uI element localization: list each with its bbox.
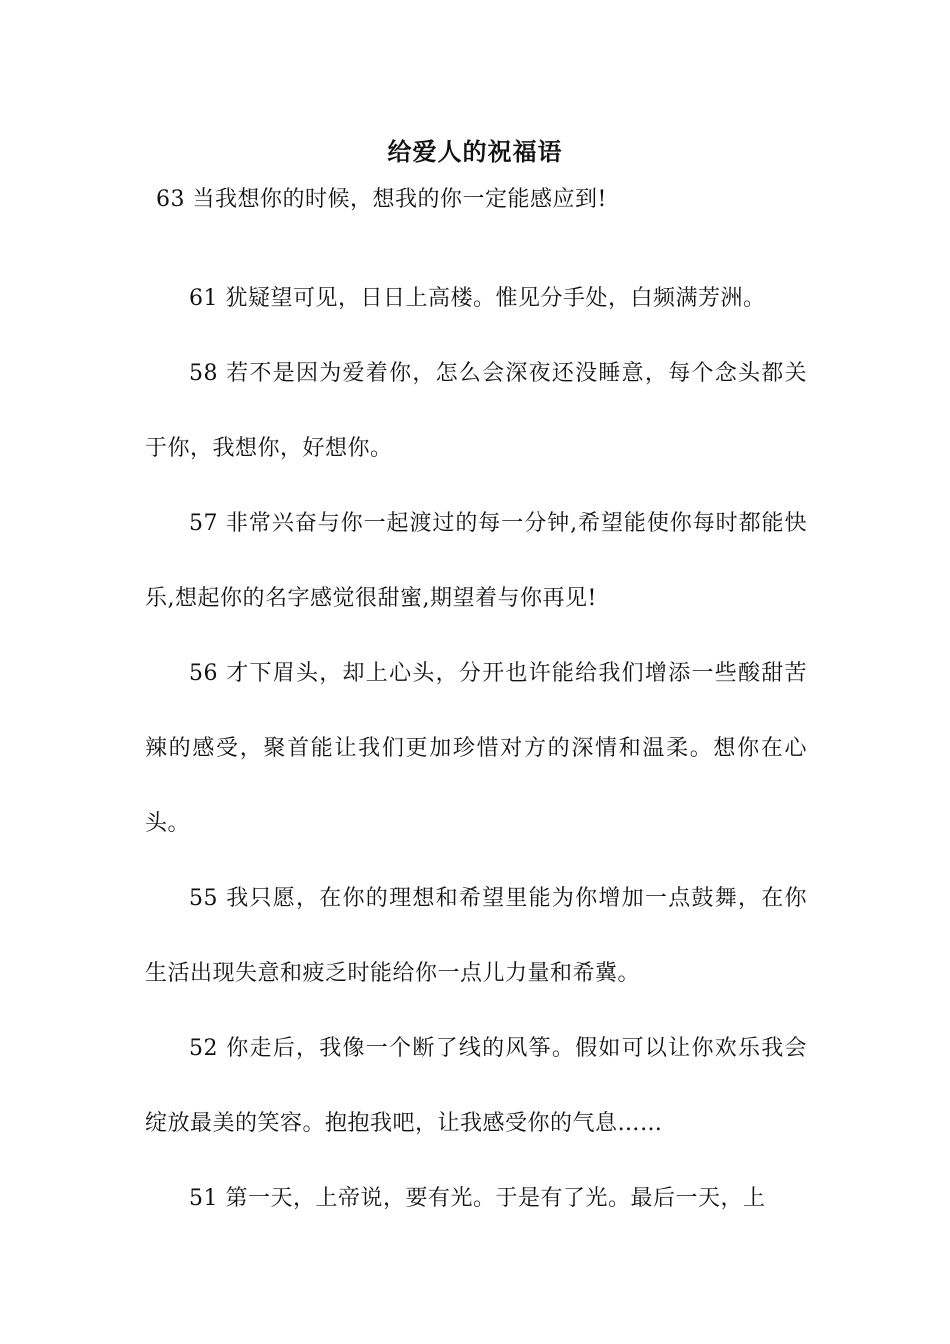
document-body — [145, 184, 807, 1236]
paragraph-63: 63 当我想你的时候，想我的你一定能感应到! — [156, 187, 607, 212]
document-title: 给爱人的祝福语 — [387, 137, 563, 166]
paragraph-52: 52 你走后，我像一个断了线的风筝。假如可以让你欢乐我会绽放最美的笑容。抱抱我吧，让我感受你的气息…… — [145, 1036, 807, 1136]
paragraph-55: 55 我只愿，在你的理想和希望里能为你增加一点鼓舞，在你生活出现失意和疲乏时能给你一点儿力量和希冀。 — [145, 886, 807, 986]
paragraph-57: 57 非常兴奋与你一起渡过的每一分钟,希望能使你每时都能快乐,想起你的名字感觉很甜蜜,期望着与你再见! — [145, 511, 807, 611]
paragraph-58: 58 若不是因为爱着你，怎么会深夜还没睡意，每个念头都关于你，我想你，好想你。 — [145, 361, 807, 461]
paragraph-51: 51 第一天，上帝说，要有光。于是有了光。最后一天，上 — [189, 1186, 766, 1211]
paragraph-61: 61 犹疑望可见，日日上高楼。惟见分手处，白频满芳洲。 — [189, 286, 766, 311]
paragraph-56: 56 才下眉头，却上心头，分开也许能给我们增添一些酸甜苦辣的感受，聚首能让我们更加珍惜对方的深情和温柔。想你在心头。 — [145, 661, 807, 836]
